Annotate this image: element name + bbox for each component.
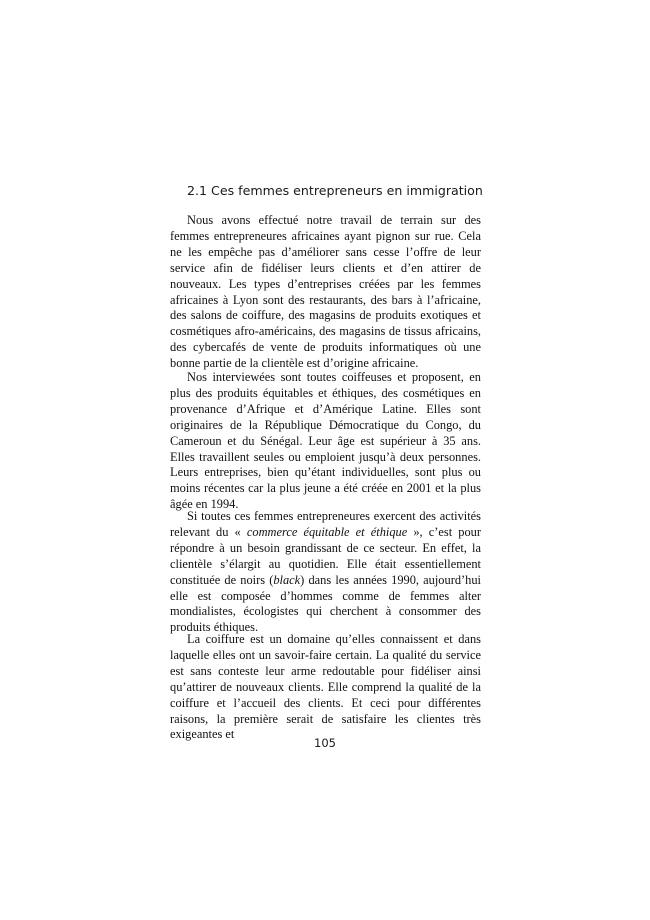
paragraph-2-text: Nos interviewées sont toutes coiffeuses et proposent, en plus des produits équitables et éthiques, des cosmétiques en provenance d’Afrique et d’Amérique Latine. Elles sont originaires de la République Démocratique du Congo, du Cameroun et du Sénégal. Leur âge est supérieur à 35 ans. Elles travaillent seules ou emploient jusqu’à deux personnes. Leurs entreprises, bien qu’étant individuelles, sont plus ou moins récentes car la plus jeune a été créée en 2001 et la plus âgée en 1994.: [170, 370, 481, 512]
paragraph-4: [170, 632, 481, 743]
paragraph-3-part-b: », c’est pour répondre à un besoin grandissant de ce secteur. En effet, la clientèle s’élargit au quotidien. Elle était essentiellement constituée de noirs (: [170, 524, 482, 587]
paragraph-3-emphasis-black: black: [273, 572, 301, 587]
paragraph-4-text: La coiffure est un domaine qu’elles connaissent et dans laquelle elles ont un savoir-faire certain. La qualité du service est sans conteste leur arme redoutable pour fidéliser ainsi qu’attirer de nouveaux clients. Elle comprend la qualité de la coiffure et l’accueil des clients. Et ceci pour différentes raisons, la première serait de satisfaire les clientes très exigeantes et: [170, 632, 481, 742]
paragraph-3: [170, 509, 481, 636]
page-number: 105: [314, 736, 336, 750]
paragraph-3-part-a: Si toutes ces femmes entrepreneures exercent des activités relevant du «: [170, 509, 481, 539]
paragraph-3-part-c: ) dans les années 1990, aujourd’hui elle est composée d’hommes comme de femmes alter mondialistes, écologistes qui cherchent à consommer des produits éthiques.: [170, 572, 481, 635]
paragraph-1: [170, 213, 481, 372]
paragraph-3-emphasis-commerce: commerce équitable et éthique: [246, 524, 408, 539]
section-heading: 2.1 Ces femmes entrepreneurs en immigration: [187, 183, 483, 198]
paragraph-3-text: [170, 509, 481, 636]
paragraph-1-text: Nous avons effectué notre travail de terrain sur des femmes entrepreneures africaines ayant pignon sur rue. Cela ne les empêche pas d’améliorer sans cesse l’offre de leur service afin de fidéliser leurs clients et d’en attirer de nouveaux. Les types d’entreprises créées par les femmes africaines à Lyon sont des restaurants, des bars à l’africaine, des salons de coiffure, des magasins de produits exotiques et cosmétiques afro-américains, des magasins de tissus africains, des cybercafés de vente de produits informatiques où une bonne partie de la clientèle est d’origine africaine.: [170, 213, 481, 371]
paragraph-2: [170, 370, 481, 513]
